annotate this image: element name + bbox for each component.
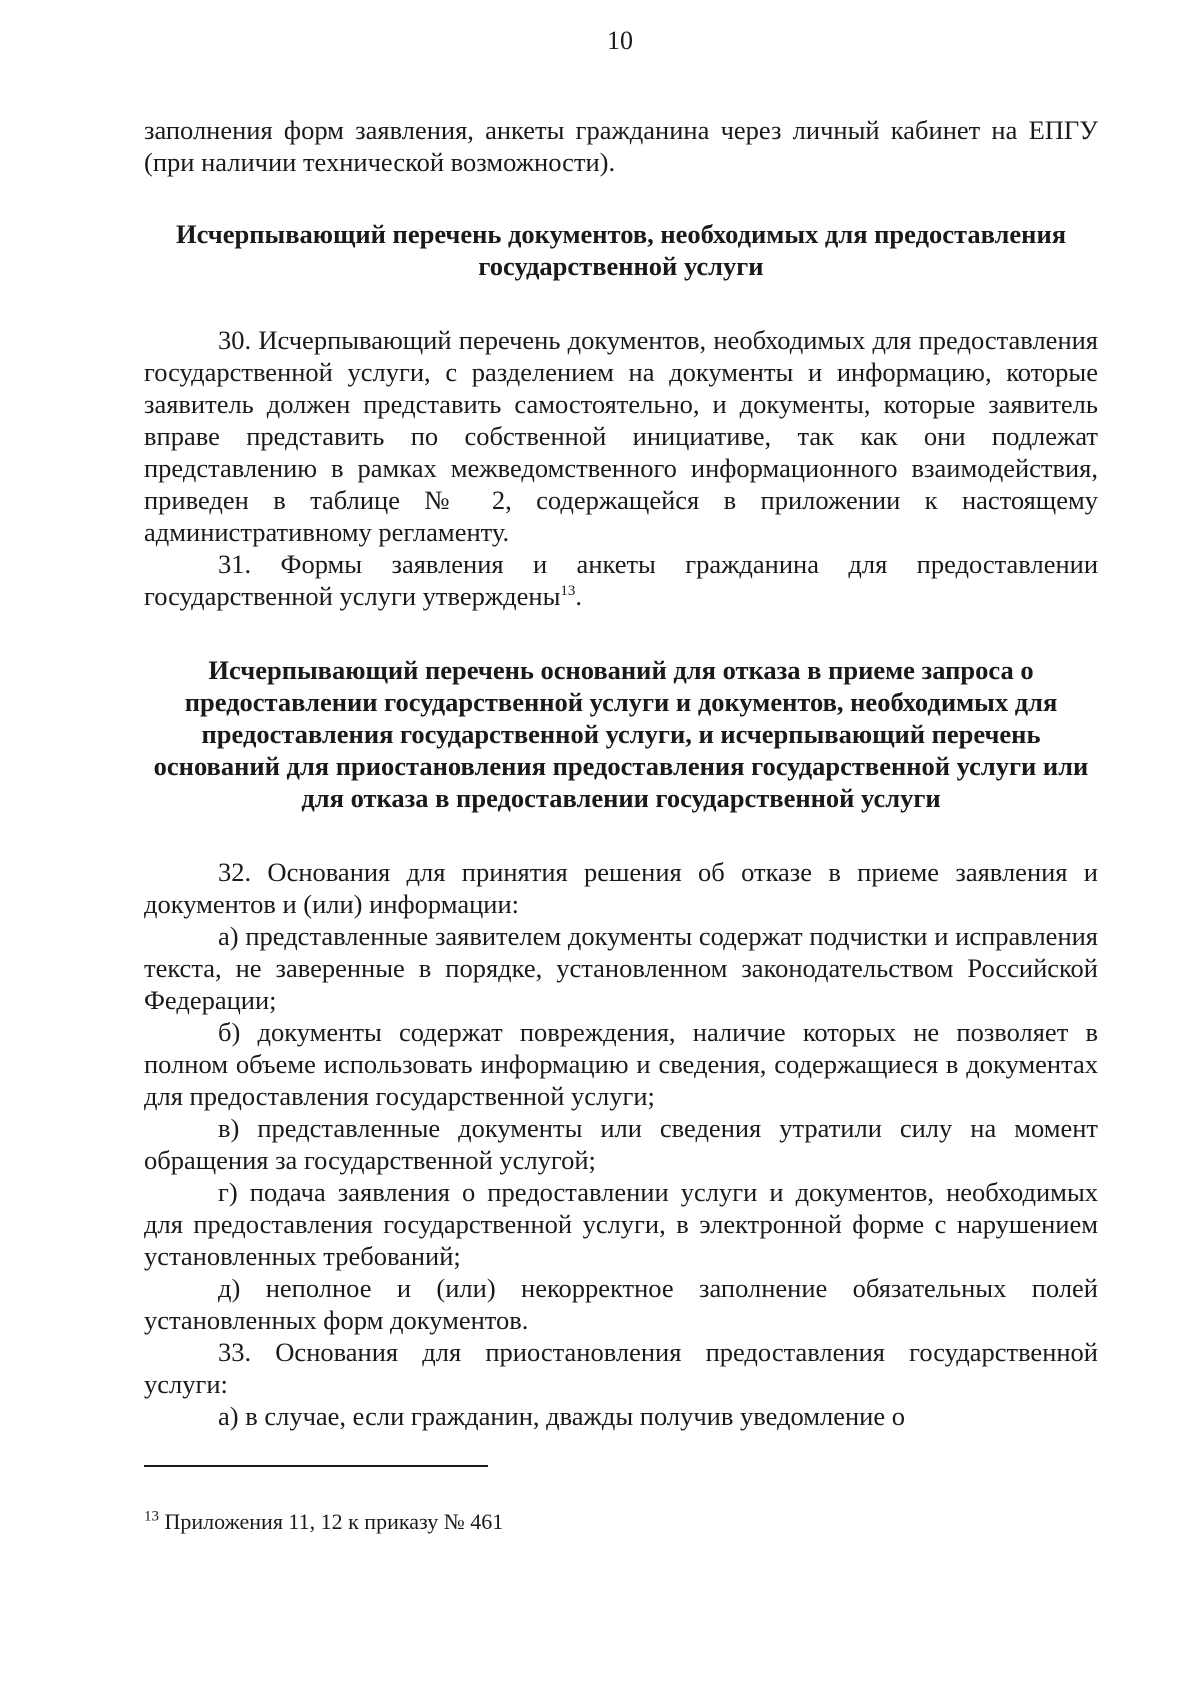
paragraph-33-a: а) в случае, если гражданин, дважды получив уведомление о: [218, 1401, 905, 1431]
footnote-text: Приложения 11, 12 к приказу № 461: [159, 1509, 504, 1534]
section-heading-documents: Исчерпывающий перечень документов, необходимых для предоставления государственной услуги: [175, 219, 1067, 281]
footnote-divider: [144, 1465, 488, 1467]
paragraph-31: [144, 548, 1098, 612]
paragraph-32-b: б) документы содержат повреждения, наличие которых не позволяет в полном объеме использовать информацию и сведения, содержащиеся в документах для предоставления государственной услуги;: [144, 1017, 1098, 1111]
section-heading-refusal-grounds: Исчерпывающий перечень оснований для отказа в приеме запроса о предоставлении государственной услуги и документов, необходимых для предоставления государственной услуги, и исчерпывающий перечень оснований для приостановления предоставления государственной услуги или для отказа в предоставлении государственной услуги: [153, 655, 1089, 813]
paragraph-32-g: г) подача заявления о предоставлении услуги и документов, необходимых для предоставления государственной услуги, в электронной форме с нарушением установленных требований;: [144, 1177, 1098, 1271]
footnote-ref-13: 13: [560, 583, 576, 600]
paragraph-32-v: в) представленные документы или сведения утратили силу на момент обращения за государственной услугой;: [144, 1113, 1098, 1175]
paragraph-31-end: .: [575, 581, 583, 611]
document-body: [144, 114, 1098, 1432]
paragraph-32-d: д) неполное и (или) некорректное заполнение обязательных полей установленных форм документов.: [144, 1273, 1098, 1335]
paragraph-32-a: а) представленные заявителем документы содержат подчистки и исправления текста, не заверенные в порядке, установленном законодательством Российской Федерации;: [144, 921, 1098, 1015]
paragraph-continuation: заполнения форм заявления, анкеты гражданина через личный кабинет на ЕПГУ (при наличии технической возможности).: [144, 115, 1098, 177]
page-number: 10: [607, 26, 633, 55]
footnote-mark: 13: [144, 1508, 159, 1525]
footnote: [144, 1508, 503, 1536]
paragraph-33: 33. Основания для приостановления предоставления государственной услуги:: [144, 1337, 1098, 1399]
paragraph-32: 32. Основания для принятия решения об отказе в приеме заявления и документов и (или) информации:: [144, 857, 1098, 919]
paragraph-31-text: 31. Формы заявления и анкеты гражданина для предоставлении государственной услуги утверждены: [144, 549, 1098, 611]
paragraph-30: 30. Исчерпывающий перечень документов, необходимых для предоставления государственной услуги, с разделением на документы и информацию, которые заявитель должен представить самостоятельно, и документы, которые заявитель вправе представить по собственной инициативе, так как они подлежат представлению в рамках межведомственного информационного взаимодействия, приведен в таблице № 2, содержащейся в приложении к настоящему административному регламенту.: [144, 325, 1098, 547]
